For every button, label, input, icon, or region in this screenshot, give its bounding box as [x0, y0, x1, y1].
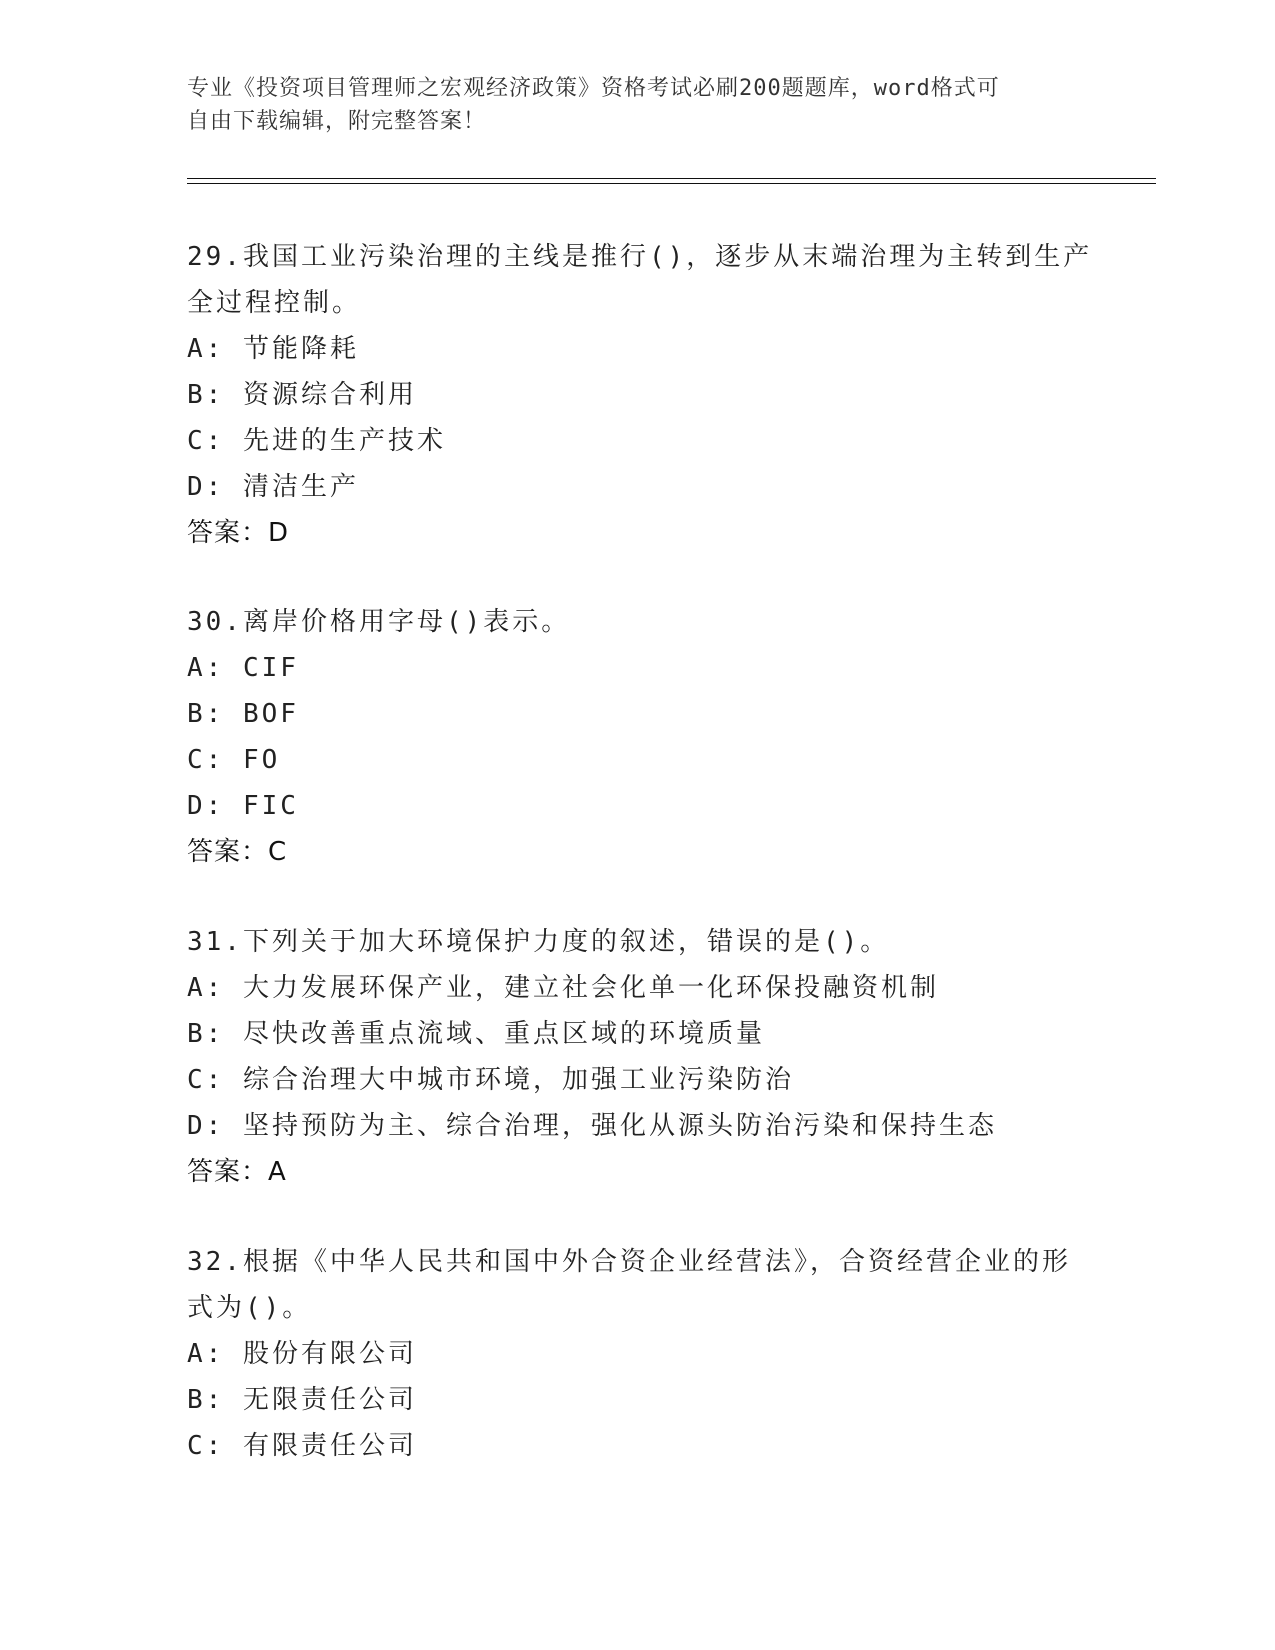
- question-text-line: 29.我国工业污染治理的主线是推行()，逐步从末端治理为主转到生产: [187, 242, 1093, 272]
- option-d: [187, 464, 1087, 510]
- option-c: [187, 1057, 1087, 1103]
- option-label: A:: [187, 973, 225, 1003]
- option-b: [187, 1011, 1087, 1057]
- option-text: 尽快改善重点流域、重点区域的环境质量: [242, 1019, 765, 1049]
- option-text: 有限责任公司: [242, 1431, 417, 1461]
- option-d: [187, 1103, 1087, 1149]
- option-label: B:: [187, 380, 225, 410]
- option-label: C:: [187, 1065, 225, 1095]
- option-text: 股份有限公司: [242, 1339, 417, 1369]
- option-c: [187, 737, 1087, 783]
- option-label: C:: [187, 745, 225, 775]
- question-31: [187, 919, 1087, 1195]
- question-32: [187, 1239, 1087, 1469]
- option-label: D:: [187, 791, 225, 821]
- option-text: 大力发展环保产业，建立社会化单一化环保投融资机制: [242, 973, 939, 1003]
- header-divider-top: [187, 178, 1156, 179]
- option-label: C:: [187, 426, 225, 456]
- option-text: 先进的生产技术: [242, 426, 446, 456]
- question-text-line: 式为()。: [187, 1293, 312, 1323]
- option-b: [187, 372, 1087, 418]
- option-c: [187, 1423, 1087, 1469]
- answer: 答案：C: [187, 837, 288, 867]
- option-label: B:: [187, 1385, 225, 1415]
- option-label: B:: [187, 1019, 225, 1049]
- question-30: [187, 599, 1087, 875]
- option-a: [187, 1331, 1087, 1377]
- document-header: [187, 72, 1067, 138]
- option-text: 节能降耗: [242, 334, 359, 364]
- option-label: C:: [187, 1431, 225, 1461]
- option-a: [187, 965, 1087, 1011]
- option-a: [187, 645, 1087, 691]
- option-text: FIC: [242, 791, 299, 821]
- option-text: 清洁生产: [242, 472, 359, 502]
- option-label: D:: [187, 1111, 225, 1141]
- option-label: A:: [187, 1339, 225, 1369]
- option-text: CIF: [242, 653, 299, 683]
- option-c: [187, 418, 1087, 464]
- option-label: D:: [187, 472, 225, 502]
- option-text: FO: [242, 745, 281, 775]
- option-text: BOF: [242, 699, 299, 729]
- question-text-line: 全过程控制。: [187, 288, 362, 318]
- question-29: [187, 234, 1093, 556]
- option-d: [187, 783, 1087, 829]
- question-text-line: 32.根据《中华人民共和国中外合资企业经营法》，合资经营企业的形: [187, 1247, 1071, 1277]
- option-label: A:: [187, 334, 225, 364]
- header-line-2: 自由下载编辑，附完整答案！: [187, 109, 487, 134]
- question-text-line: 31.下列关于加大环境保护力度的叙述，错误的是()。: [187, 927, 890, 957]
- option-text: 无限责任公司: [242, 1385, 417, 1415]
- option-a: [187, 326, 1087, 372]
- option-text: 资源综合利用: [242, 380, 417, 410]
- answer: 答案：A: [187, 1157, 287, 1187]
- option-b: [187, 1377, 1087, 1423]
- header-line-1: 专业《投资项目管理师之宏观经济政策》资格考试必刷200题题库，word格式可: [187, 76, 1000, 101]
- header-divider-bottom: [187, 183, 1156, 184]
- option-label: B:: [187, 699, 225, 729]
- option-label: A:: [187, 653, 225, 683]
- answer: 答案：D: [187, 518, 290, 548]
- option-b: [187, 691, 1087, 737]
- option-text: 综合治理大中城市环境，加强工业污染防治: [242, 1065, 794, 1095]
- option-text: 坚持预防为主、综合治理，强化从源头防治污染和保持生态: [242, 1111, 997, 1141]
- question-text-line: 30.离岸价格用字母()表示。: [187, 607, 571, 637]
